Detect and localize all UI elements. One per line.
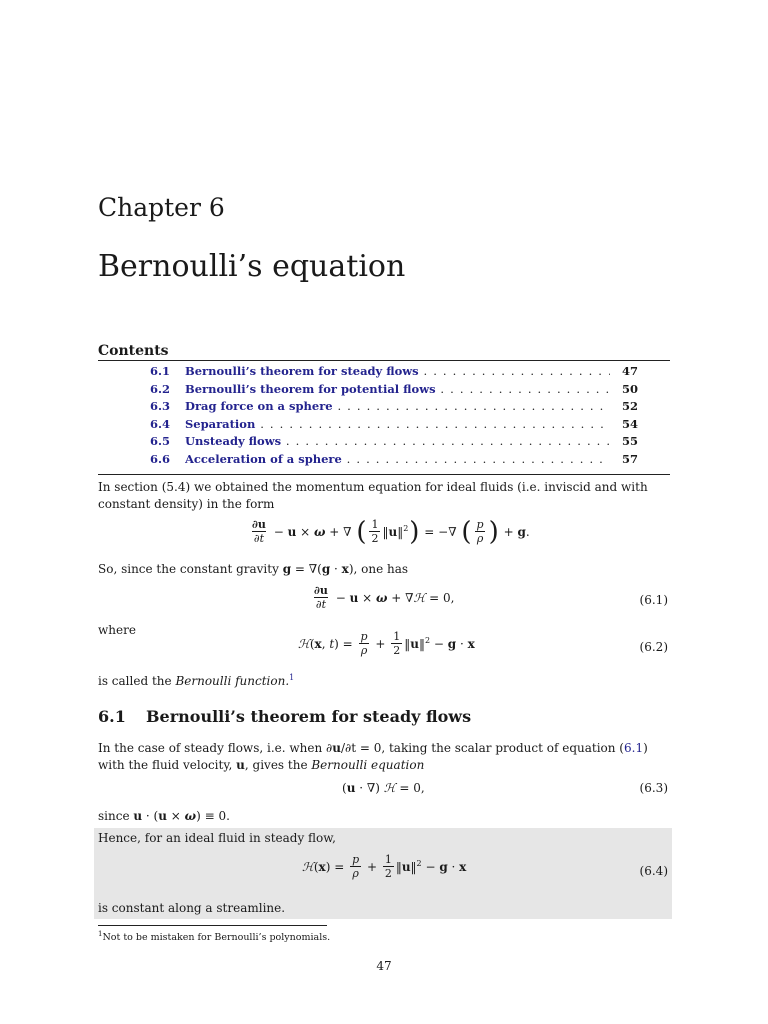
constant-text: is constant along a streamline. [98, 901, 286, 915]
toc-entry-link[interactable]: Bernoulli’s theorem for potential flows . . . [185, 381, 610, 399]
toc-entry-link[interactable]: Drag force on a sphere . . . [185, 398, 610, 416]
toc-entry-link[interactable]: Unsteady flows . . . [185, 433, 610, 451]
footnote [98, 928, 330, 944]
equation-6-2 [98, 630, 670, 670]
toc-entry-page: 52 [621, 399, 638, 414]
toc-entry-link[interactable]: Separation . . . [185, 416, 610, 434]
equation-number: (6.1) [639, 593, 668, 607]
equation-6-3-body: (u · ∇) ℋ = 0, [342, 781, 425, 795]
equation-6-1-body: $\frac{\partial u}{\partial t}$ − u × ω + ∇ℋ = 0, [314, 584, 455, 611]
toc-entry-page: 55 [621, 434, 638, 449]
gravity-text-end: , one has [353, 562, 409, 576]
section-title: Bernoulli’s theorem for steady flows [146, 707, 472, 726]
toc-heading: Contents [98, 343, 169, 359]
toc-entry-page: 54 [621, 416, 638, 431]
bernoulli-equation-term: Bernoulli equation [311, 758, 425, 772]
footnote-mark: 1 [98, 930, 103, 938]
bernoulli-function-sentence [98, 669, 670, 690]
toc-entry-number: 6.5 [150, 434, 171, 449]
steady-flow-paragraph: In the case of steady flows, i.e. when ∂u/∂t = 0, taking the scalar product of equation (6.1) with the fluid velocity, u, gives the Bernoulli equation [98, 741, 648, 772]
toc-entry-page: 47 [621, 364, 638, 378]
equation-6-4-body: ℋ(x) = $\frac{p}{\rho}$ + $\frac{1}{2}$ ‖u‖$^2$ − g · x [302, 853, 467, 880]
toc-entry[interactable] [98, 363, 670, 381]
gravity-text: So, since the constant gravity [98, 562, 283, 576]
equation-6-4 [98, 853, 670, 893]
equation-number: (6.3) [639, 781, 668, 795]
toc-entry[interactable] [98, 451, 670, 469]
called-text: is called the [98, 674, 176, 688]
section-number: 6.1 [98, 707, 126, 726]
equation-number: (6.4) [639, 864, 668, 878]
momentum-equation-body: $\frac{\partial u}{\partial t}$ − u × ω + ∇ ( $\frac{1}{2}$ ‖u‖$^2$ ) = −∇ ( $\frac{p}{\rho}$ ) + g. [252, 516, 530, 547]
steady-text: , gives the [244, 758, 312, 772]
toc-entry[interactable] [98, 433, 670, 451]
bernoulli-function-term: Bernoulli function. [175, 674, 290, 688]
chapter-label: Chapter 6 [98, 193, 225, 222]
since-line: since u · (u × ω) ≡ 0. [98, 809, 230, 823]
footnote-text: Not to be mistaken for Bernoulli’s polynomials. [102, 932, 331, 944]
intro-paragraph [98, 479, 670, 513]
equation-6-2-body: ℋ(x, t) = $\frac{p}{\rho}$ + $\frac{1}{2}$ ‖u‖$^2$ − g · x [298, 630, 475, 657]
toc-entry-number: 6.1 [150, 364, 171, 378]
toc-entry[interactable] [98, 416, 670, 434]
gravity-paragraph: So, since the constant gravity g = ∇(g · x), one has [98, 562, 409, 576]
toc-entry-number: 6.3 [150, 399, 171, 414]
toc-list [98, 361, 670, 474]
toc-entry-page: 57 [621, 451, 638, 466]
toc-entry-number: 6.4 [150, 416, 171, 431]
hence-text: Hence, for an ideal fluid in steady flow, [98, 831, 336, 845]
toc-entry[interactable] [98, 398, 670, 416]
page-number: 47 [376, 959, 392, 973]
toc-entry-number: 6.6 [150, 451, 171, 466]
intro-line-1: In section (5.4) we obtained the momentum equation for ideal fluids (i.e. inviscid and with [98, 480, 648, 494]
steady-text: /∂t = 0, taking the scalar product of equation ( [340, 741, 624, 755]
intro-line-2: constant density) in the form [98, 497, 275, 511]
toc-entry-link[interactable]: Acceleration of a sphere . . . [185, 451, 610, 469]
toc-entry[interactable] [98, 381, 670, 399]
toc-entry-page: 50 [621, 381, 638, 396]
steady-text: with the fluid velocity, [98, 758, 237, 772]
toc-bottom-rule [98, 474, 670, 475]
equation-6-1 [98, 584, 670, 624]
momentum-equation [98, 518, 670, 558]
footnote-rule [98, 925, 327, 926]
equation-ref-link[interactable]: 6.1 [624, 741, 644, 755]
chapter-title: Bernoulli’s equation [98, 249, 406, 284]
where-text: where [98, 623, 136, 637]
since-text: since [98, 809, 134, 823]
section-heading [98, 706, 471, 728]
toc-entry-number: 6.2 [150, 381, 171, 396]
steady-text: In the case of steady flows, i.e. when ∂ [98, 741, 333, 755]
table-of-contents [98, 342, 670, 475]
equation-number: (6.2) [639, 640, 668, 654]
footnote-link[interactable]: 1 [289, 673, 295, 682]
toc-entry-link[interactable]: Bernoulli’s theorem for steady flows . . . [185, 363, 610, 381]
document-page [98, 0, 670, 1024]
steady-text: ) [643, 741, 648, 755]
